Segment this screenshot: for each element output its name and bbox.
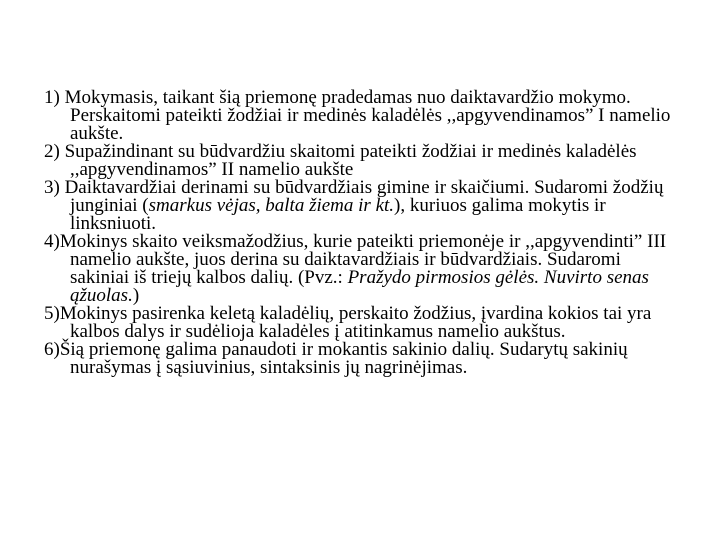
list-item-6: 6)Šią priemonę galima panaudoti ir mokantis sakinio dalių. Sudarytų sakinių nurašymas į sąsiuvinius, sintaksinis jų nagrinėjimas. xyxy=(44,339,628,378)
list-item-5: 5)Mokinys pasirenka keletą kaladėlių, perskaito žodžius, įvardina kokios tai yra kalbos dalys ir sudėlioja kaladėles į atitinkamus namelio aukštus. xyxy=(44,303,652,342)
list-item-1: 1) Mokymasis, taikant šią priemonę pradedamas nuo daiktavardžio mokymo. Perskaitomi pateikti žodžiai ir medinės kaladėlės ,,apgyvendinamos” I namelio aukšte. xyxy=(44,87,671,144)
list-item-4-example: Pražydo pirmosios gėlės. Nuvirto senas ąžuolas. xyxy=(70,267,649,306)
list-item-4 xyxy=(44,233,674,305)
list-item-3-text-end: ), kuriuos galima mokytis ir linksniuoti. xyxy=(70,195,606,234)
list-item-4-text: 4)Mokinys skaito veiksmažodžius, kurie pateikti priemonėje ir ,,apgyvendinti” III namelio aukšte, juos derina su daiktavardžiais ir būdvardžiais. Sudaromi sakiniai iš triejų kalbos dalių. (Pvz.: xyxy=(44,231,667,288)
list-item-4-text-end: ) xyxy=(132,285,140,306)
list-item-3-text: 3) Daiktavardžiai derinami su būdvardžiais gimine ir skaičiumi. Sudaromi žodžių junginiai ( xyxy=(44,177,664,216)
list-item-3 xyxy=(44,179,674,233)
list-item-2: 2) Supažindinant su būdvardžiu skaitomi pateikti žodžiai ir medinės kaladėlės ,,apgyvendinamos” II namelio aukšte xyxy=(44,141,637,180)
instruction-list xyxy=(44,89,674,377)
list-item-3-example: smarkus vėjas, balta žiema ir kt. xyxy=(148,195,395,216)
